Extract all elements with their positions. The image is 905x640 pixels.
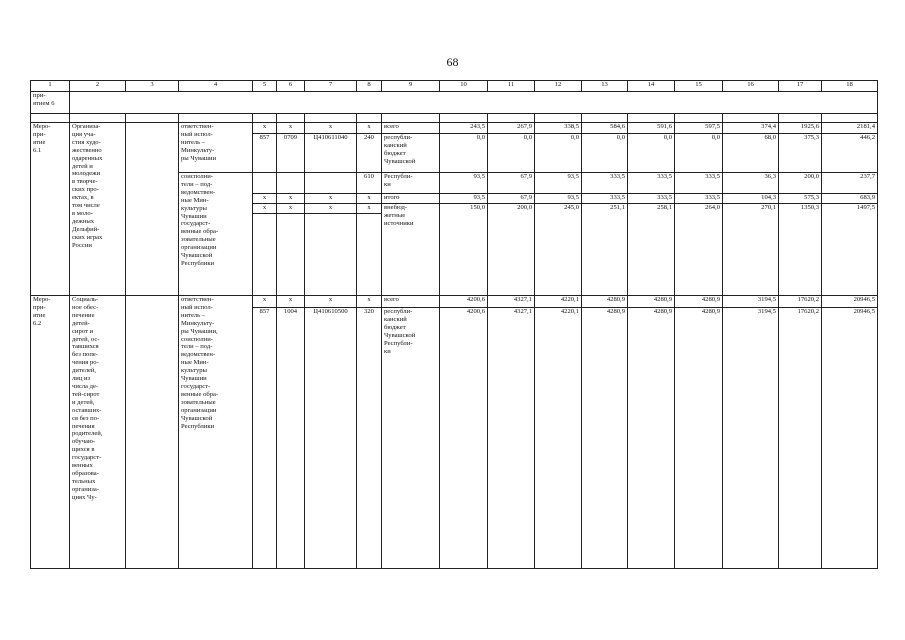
code-cell — [305, 173, 357, 194]
code-cell: x — [305, 123, 357, 134]
value-cell: 68,0 — [723, 134, 779, 173]
funding-source: республи- канский бюджет Чувашской Республи- ки — [382, 308, 440, 569]
code-cell: 240 — [357, 134, 382, 173]
value-cell: 4200,6 — [440, 296, 488, 308]
value-cell: 1925,6 — [779, 123, 822, 134]
code-cell: x — [305, 296, 357, 308]
value-cell: 258,1 — [628, 204, 675, 296]
column-number-header: 4 — [179, 81, 253, 92]
column-number-header: 1 — [31, 81, 70, 92]
value-cell: 0,0 — [440, 134, 488, 173]
value-cell: 333,5 — [628, 194, 675, 204]
value-cell: 20946,5 — [822, 296, 878, 308]
column-number-header: 3 — [126, 81, 179, 92]
code-cell: 320 — [357, 308, 382, 569]
code-cell: x — [305, 204, 357, 214]
column-number-header: 12 — [535, 81, 582, 92]
code-cell: x — [357, 123, 382, 134]
blank-cell — [70, 114, 126, 123]
value-cell: 0,0 — [675, 134, 723, 173]
column-number-header: 9 — [382, 81, 440, 92]
value-cell: 4220,1 — [535, 296, 582, 308]
column-number-header: 6 — [277, 81, 305, 92]
code-cell: 857 — [253, 308, 277, 569]
value-cell: 333,5 — [582, 173, 628, 194]
blank-cell — [277, 114, 305, 123]
value-cell: 93,5 — [535, 173, 582, 194]
value-cell: 4280,9 — [675, 308, 723, 569]
responsible-executor: ответствен- ный испол- нитель – Минкульту- ры Чувашии, соисполни- тели – под- ведомствен- ные Мин- культуры Чувашии государст- венные обра- зовательные организации Чувашской Республики — [179, 296, 253, 569]
value-cell: 584,6 — [582, 123, 628, 134]
blank-cell — [126, 123, 179, 296]
blank-cell — [253, 114, 277, 123]
blank-cell — [582, 114, 628, 123]
code-cell: Ц410611040 — [305, 134, 357, 173]
value-cell: 267,9 — [488, 123, 535, 134]
value-cell: 333,5 — [582, 194, 628, 204]
measure-number: Меро- при- ятие 6.2 — [31, 296, 70, 569]
value-cell: 333,5 — [675, 173, 723, 194]
blank-cell — [253, 214, 277, 296]
value-cell: 1350,3 — [779, 204, 822, 296]
responsible-executor: ответствен- ный испол- нитель – Минкульту- ры Чувашии — [179, 123, 253, 173]
code-cell: x — [253, 194, 277, 204]
value-cell: 243,5 — [440, 123, 488, 134]
value-cell: 575,3 — [779, 194, 822, 204]
value-cell: 4280,9 — [582, 308, 628, 569]
column-number-header: 2 — [70, 81, 126, 92]
blank-cell — [31, 114, 70, 123]
value-cell: 36,3 — [723, 173, 779, 194]
value-cell: 0,0 — [535, 134, 582, 173]
value-cell: 245,0 — [535, 204, 582, 296]
value-cell: 1497,5 — [822, 204, 878, 296]
funding-source: всего — [382, 296, 440, 308]
column-number-header: 7 — [305, 81, 357, 92]
value-cell: 67,9 — [488, 173, 535, 194]
blank-cell — [779, 114, 822, 123]
value-cell: 683,9 — [822, 194, 878, 204]
value-cell: 2181,4 — [822, 123, 878, 134]
funding-source: внебюд- жетные источники — [382, 204, 440, 296]
value-cell: 93,5 — [440, 194, 488, 204]
continuation-blank — [70, 92, 878, 114]
blank-cell — [723, 114, 779, 123]
value-cell: 333,5 — [675, 194, 723, 204]
co-executors: соисполни- тели – под- ведомствен- ные Мин- культуры Чувашии государст- венные обра- зовательные организации Чувашской Республики — [179, 173, 253, 296]
blank-cell — [675, 114, 723, 123]
blank-cell — [305, 214, 357, 296]
column-number-header: 5 — [253, 81, 277, 92]
value-cell: 17620,2 — [779, 308, 822, 569]
value-cell: 4280,9 — [628, 308, 675, 569]
value-cell: 4280,9 — [582, 296, 628, 308]
blank-cell — [440, 114, 488, 123]
value-cell: 200,0 — [488, 204, 535, 296]
value-cell: 375,3 — [779, 134, 822, 173]
column-number-header: 18 — [822, 81, 878, 92]
blank-cell — [357, 114, 382, 123]
value-cell: 3194,5 — [723, 308, 779, 569]
value-cell: 4280,9 — [628, 296, 675, 308]
value-cell: 93,5 — [535, 194, 582, 204]
column-number-header: 10 — [440, 81, 488, 92]
value-cell: 4220,1 — [535, 308, 582, 569]
value-cell: 200,0 — [779, 173, 822, 194]
code-cell: x — [277, 194, 305, 204]
blank-cell — [179, 114, 253, 123]
value-cell: 4200,6 — [440, 308, 488, 569]
blank-cell — [822, 114, 878, 123]
value-cell: 4327,1 — [488, 308, 535, 569]
code-cell: 610 — [357, 173, 382, 194]
code-cell: x — [357, 194, 382, 204]
value-cell: 446,2 — [822, 134, 878, 173]
blank-cell — [488, 114, 535, 123]
blank-cell — [382, 114, 440, 123]
value-cell: 338,5 — [535, 123, 582, 134]
code-cell: Ц410610500 — [305, 308, 357, 569]
page-number: 68 — [446, 55, 459, 69]
column-number-header: 14 — [628, 81, 675, 92]
funding-source: итого — [382, 194, 440, 204]
value-cell: 0,0 — [582, 134, 628, 173]
value-cell: 4280,9 — [675, 296, 723, 308]
blank-cell — [535, 114, 582, 123]
value-cell: 4327,1 — [488, 296, 535, 308]
measure-name: Организа- ция уча- стия худо- жественно одаренных детей и молодежи в творче- ских про- ектах, в том числе в моло- дежных Дельфий- ских играх России — [70, 123, 126, 296]
continuation-label: при- ятием 6 — [31, 92, 70, 114]
code-cell: x — [305, 194, 357, 204]
value-cell: 150,0 — [440, 204, 488, 296]
code-cell: x — [253, 296, 277, 308]
blank-cell — [628, 114, 675, 123]
code-cell: x — [277, 204, 305, 214]
column-number-header: 15 — [675, 81, 723, 92]
column-number-header: 13 — [582, 81, 628, 92]
code-cell: x — [253, 204, 277, 214]
value-cell: 104,3 — [723, 194, 779, 204]
value-cell: 0,0 — [628, 134, 675, 173]
value-cell: 251,1 — [582, 204, 628, 296]
code-cell: 857 — [253, 134, 277, 173]
value-cell: 591,6 — [628, 123, 675, 134]
column-number-header: 11 — [488, 81, 535, 92]
value-cell: 270,1 — [723, 204, 779, 296]
budget-table — [30, 80, 878, 569]
code-cell: x — [277, 296, 305, 308]
funding-source: Республи- ки — [382, 173, 440, 194]
code-cell — [253, 173, 277, 194]
value-cell: 0,0 — [488, 134, 535, 173]
measure-name: Социаль- ное обес- печение детей- сирот и детей, ос- тавшихся без попе- чения ро- дителей, лиц из числа де- тей-сирот и детей, оставших- ся без по- печения родителей, обучаю- щихся в государст- венных образова- тельных организа- циях Чу- — [70, 296, 126, 569]
value-cell: 597,5 — [675, 123, 723, 134]
value-cell: 264,0 — [675, 204, 723, 296]
value-cell: 237,7 — [822, 173, 878, 194]
code-cell: 1004 — [277, 308, 305, 569]
measure-number: Меро- при- ятие 6.1 — [31, 123, 70, 296]
funding-source: республи- канский бюджет Чувашской — [382, 134, 440, 173]
code-cell — [277, 173, 305, 194]
value-cell: 333,5 — [628, 173, 675, 194]
value-cell: 17620,2 — [779, 296, 822, 308]
blank-cell — [305, 114, 357, 123]
code-cell: x — [253, 123, 277, 134]
value-cell: 3194,5 — [723, 296, 779, 308]
blank-cell — [277, 214, 305, 296]
code-cell: x — [277, 123, 305, 134]
column-number-header: 17 — [779, 81, 822, 92]
blank-cell — [126, 114, 179, 123]
column-number-header: 16 — [723, 81, 779, 92]
value-cell: 93,5 — [440, 173, 488, 194]
blank-cell — [357, 214, 382, 296]
code-cell: 0709 — [277, 134, 305, 173]
code-cell: x — [357, 204, 382, 214]
funding-source: всего — [382, 123, 440, 134]
code-cell: x — [357, 296, 382, 308]
value-cell: 67,9 — [488, 194, 535, 204]
value-cell: 374,4 — [723, 123, 779, 134]
column-number-header: 8 — [357, 81, 382, 92]
blank-cell — [126, 296, 179, 569]
value-cell: 20946,5 — [822, 308, 878, 569]
